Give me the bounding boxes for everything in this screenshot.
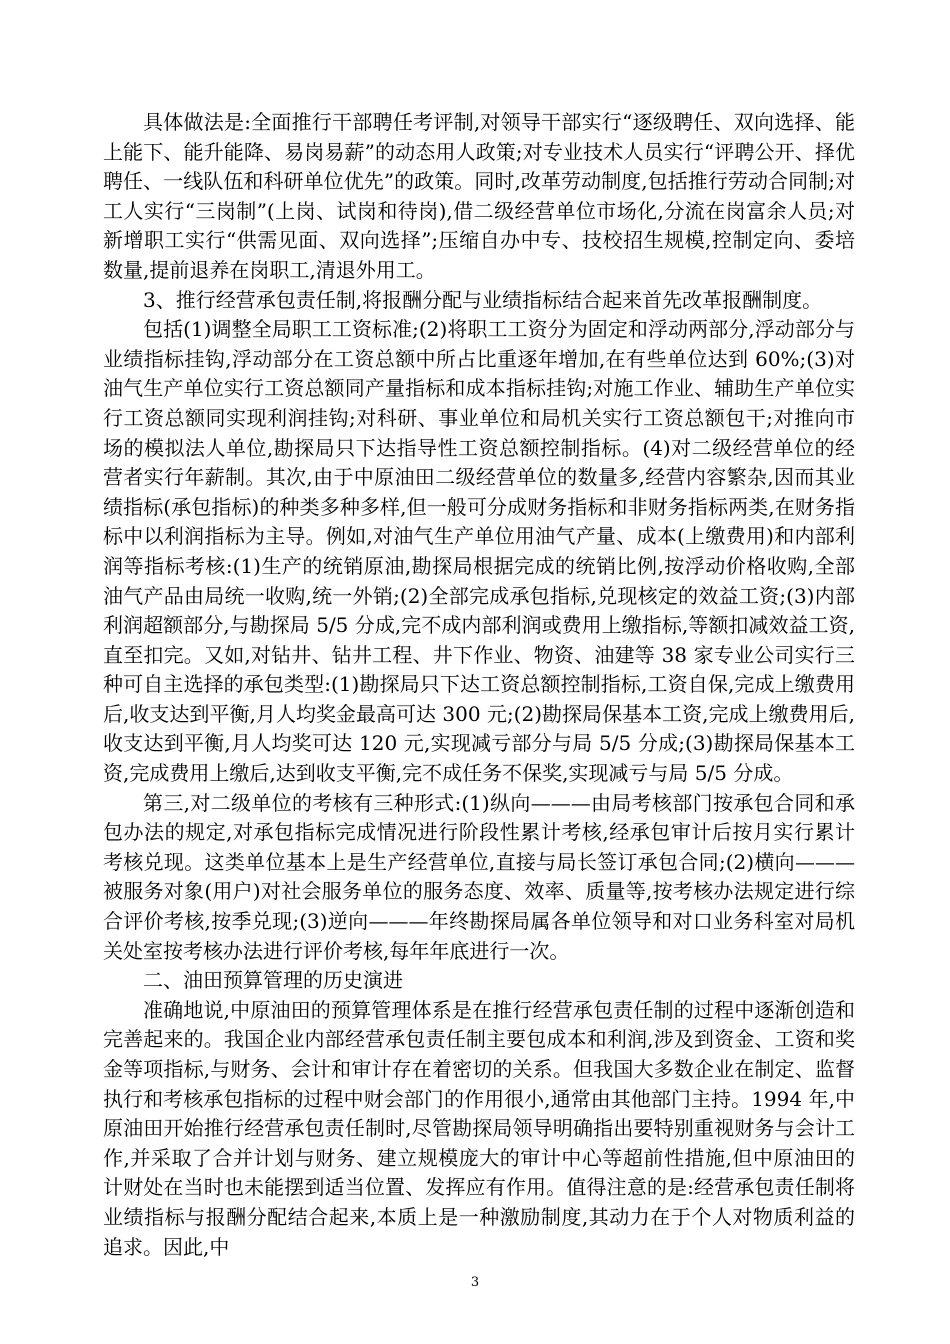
- paragraph-assessment-forms: 第三,对二级单位的考核有三种形式:(1)纵向———由局考核部门按承包合同和承包办法的规定,对承包指标完成情况进行阶段性累计考核,经承包审计后按月实行累计考核兑现。这类单位基本上是生产经营单位,直接与局长签订承包合同;(2)横向———被服务对象(用户)对社会服务单位的服务态度、效率、质量等,按考核办法规定进行综合评价考核,按季兑现;(3)逆向———年终勘探局属各单位领导和对口业务科室对局机关处室按考核办法进行评价考核,每年年底进行一次。: [103, 790, 855, 963]
- page-number: 3: [470, 1275, 480, 1290]
- section-heading-budget-history: 二、油田预算管理的历史演进: [143, 968, 403, 993]
- document-body: [103, 108, 855, 1262]
- paragraph-cadre-reform: 具体做法是:全面推行干部聘任考评制,对领导干部实行“逐级聘任、双向选择、能上能下、能升能降、易岗易薪”的动态用人政策;对专业技术人员实行“评聘公开、择优聘任、一线队伍和科研单位优先”的政策。同时,改革劳动制度,包括推行劳动合同制;对工人实行“三岗制”(上岗、试岗和待岗),借二级经营单位市场化,分流在岗富余人员;对新增职工实行“供需见面、双向选择”;压缩自办中专、技校招生规模,控制定向、委培数量,提前退养在岗职工,清退外用工。: [103, 110, 855, 282]
- paragraph-salary-reform: 包括(1)调整全局职工工资标准;(2)将职工工资分为固定和浮动两部分,浮动部分与业绩指标挂钩,浮动部分在工资总额中所占比重逐年增加,在有些单位达到 60%;(3)对油气生产单位实行工资总额同产量指标和成本指标挂钩;对施工作业、辅助生产单位实行工资总额同实现利润挂钩;对科研、事业单位和局机关实行工资总额包干;对推向市场的模拟法人单位,勘探局只下达指导性工资总额控制指标。(4)对二级经营单位的经营者实行年薪制。其次,由于中原油田二级经营单位的数量多,经营内容繁杂,因而其业绩指标(承包指标)的种类多种多样,但一般可分成财务指标和非财务指标两类,在财务指标中以利润指标为主导。例如,对油气生产单位用油气产量、成本(上缴费用)和内部利润等指标考核:(1)生产的统销原油,勘探局根据完成的统销比例,按浮动价格收购,全部油气产品由局统一收购,统一外销;(2)全部完成承包指标,兑现核定的效益工资;(3)内部利润超额部分,与勘探局 5/5 分成,完不成内部利润或费用上缴指标,等额扣减效益工资,直至扣完。又如,对钻井、钻井工程、井下作业、物资、油建等 38 家专业公司实行三种可自主选择的承包类型:(1)勘探局只下达工资总额控制指标,工资自保,完成上缴费用后,收支达到平衡,月人均奖金最高可达 300 元;(2)勘探局保基本工资,完成上缴费用后,收支达到平衡,月人均奖可达 120 元,实现减亏部分与局 5/5 分成;(3)勘探局保基本工资,完成费用上缴后,达到收支平衡,完不成任务不保奖,实现减亏与局 5/5 分成。: [103, 317, 855, 786]
- paragraph-budget-evolution: 准确地说,中原油田的预算管理体系是在推行经营承包责任制的过程中逐渐创造和完善起来的。我国企业内部经营承包责任制主要包成本和利润,涉及到资金、工资和奖金等项指标,与财务、会计和审计存在着密切的关系。但我国大多数企业在制定、监督执行和考核承包指标的过程中财会部门的作用很小,通常由其他部门主持。1994 年,中原油田开始推行经营承包责任制时,尽管勘探局领导明确指出要特别重视财务与会计工作,并采取了合并计划与财务、建立规模庞大的审计中心等超前性措施,但中原油田的计财处在当时也未能摆到适当位置、发挥应有作用。值得注意的是:经营承包责任制将业绩指标与报酬分配结合起来,本质上是一种激励制度,其动力在于个人对物质利益的追求。因此,中: [103, 997, 855, 1259]
- paragraph-contract-responsibility: 3、推行经营承包责任制,将报酬分配与业绩指标结合起来首先改革报酬制度。: [143, 287, 823, 312]
